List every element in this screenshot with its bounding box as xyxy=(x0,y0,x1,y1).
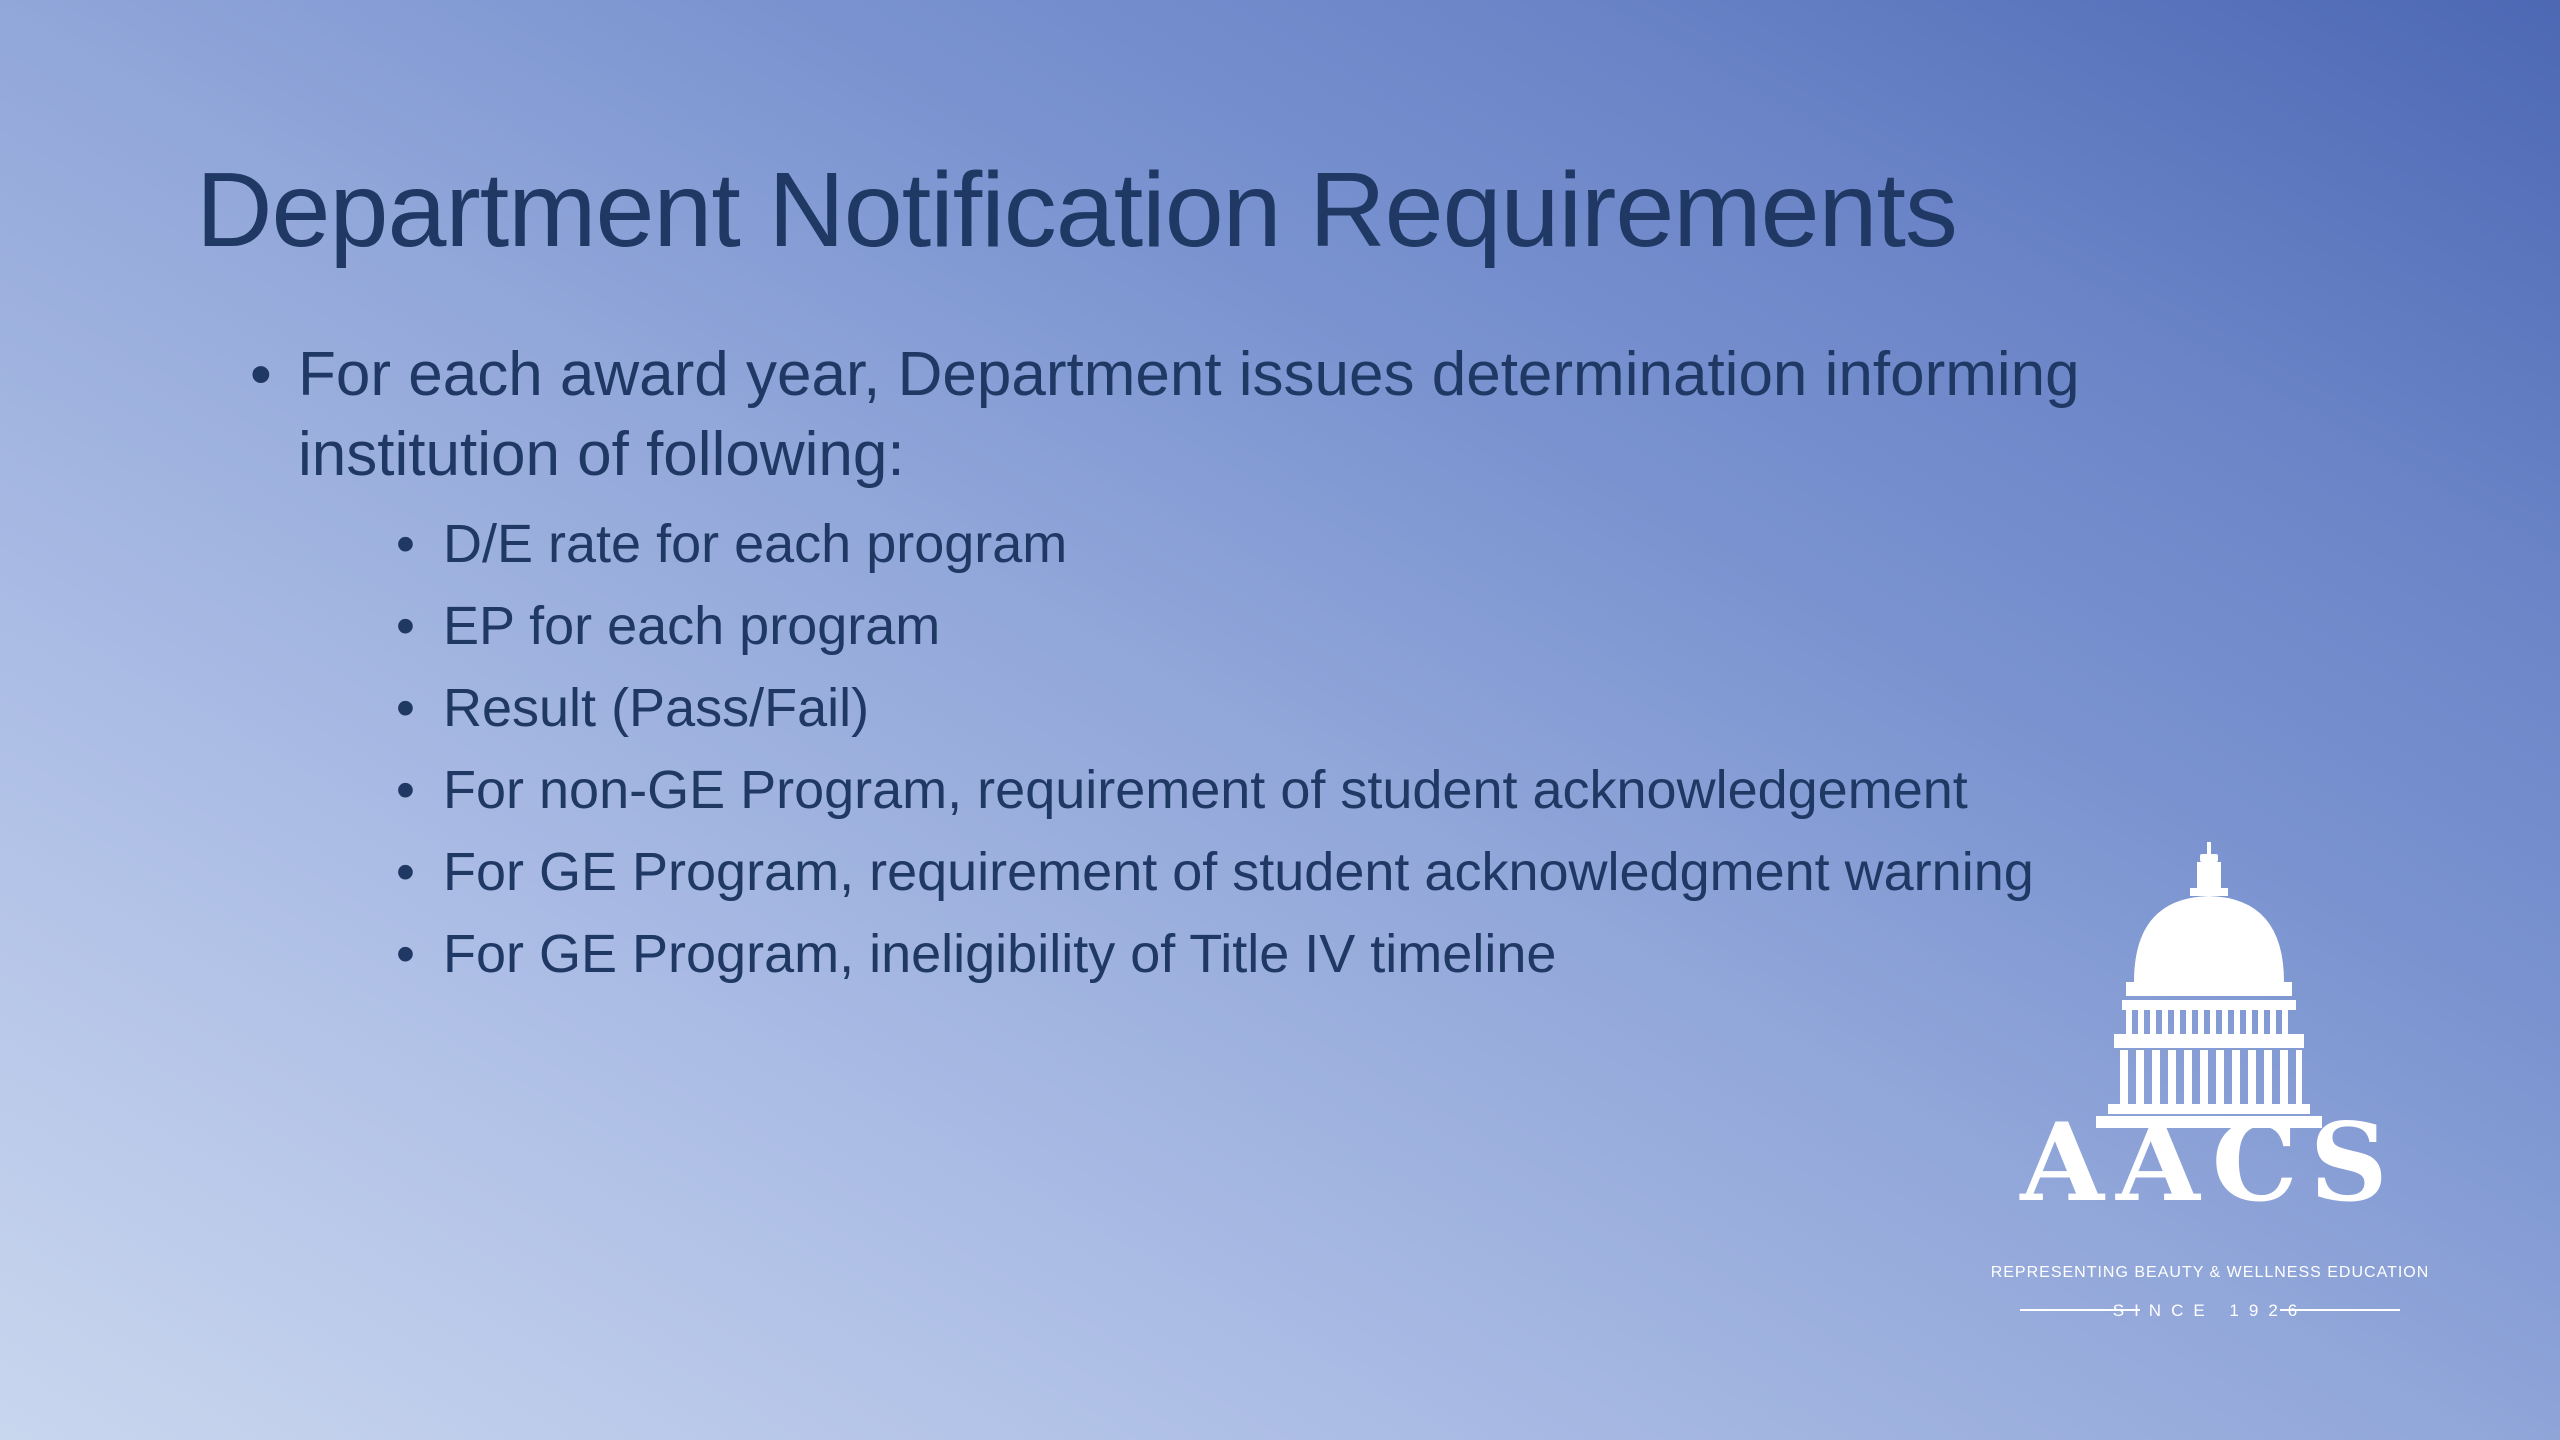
main-bullet-text: For each award year, Department issues determination informing institution of following: xyxy=(298,340,2080,489)
logo-wordmark xyxy=(1991,1100,2430,1320)
capitol-dome-icon xyxy=(2096,842,2322,1128)
bullet-marker: • xyxy=(396,842,415,902)
sub-bullet-text: For GE Program, ineligibility of Title IV timeline xyxy=(443,924,1557,984)
sub-bullet-ep xyxy=(298,585,2300,667)
logo-since: SINCE 1926 xyxy=(2112,1301,2308,1320)
logo-tagline: REPRESENTING BEAUTY & WELLNESS EDUCATION xyxy=(1990,1264,2430,1281)
sub-bullet-text: For non-GE Program, requirement of student acknowledgement xyxy=(443,760,1968,820)
slide-title: Department Notification Requirements xyxy=(196,151,1957,269)
sub-bullet-text: Result (Pass/Fail) xyxy=(443,678,870,738)
bullet-marker: • xyxy=(396,760,415,820)
logo-name: AACS xyxy=(2020,1100,2400,1226)
bullet-marker: • xyxy=(250,340,272,409)
sub-bullet-non-ge-acknowledgement xyxy=(298,749,2300,831)
logo-graphic xyxy=(1950,840,2470,1320)
sub-bullet-text: For GE Program, requirement of student acknowledgment warning xyxy=(443,842,2034,902)
sub-bullet-text: D/E rate for each program xyxy=(443,514,1068,574)
sub-bullet-text: EP for each program xyxy=(443,596,941,656)
bullet-marker: • xyxy=(396,678,415,738)
bullet-marker: • xyxy=(396,924,415,984)
sub-bullet-result xyxy=(298,667,2300,749)
bullet-marker: • xyxy=(396,514,415,574)
aacs-logo xyxy=(1950,840,2470,1320)
bullet-marker: • xyxy=(396,596,415,656)
sub-bullet-de-rate xyxy=(298,503,2300,585)
